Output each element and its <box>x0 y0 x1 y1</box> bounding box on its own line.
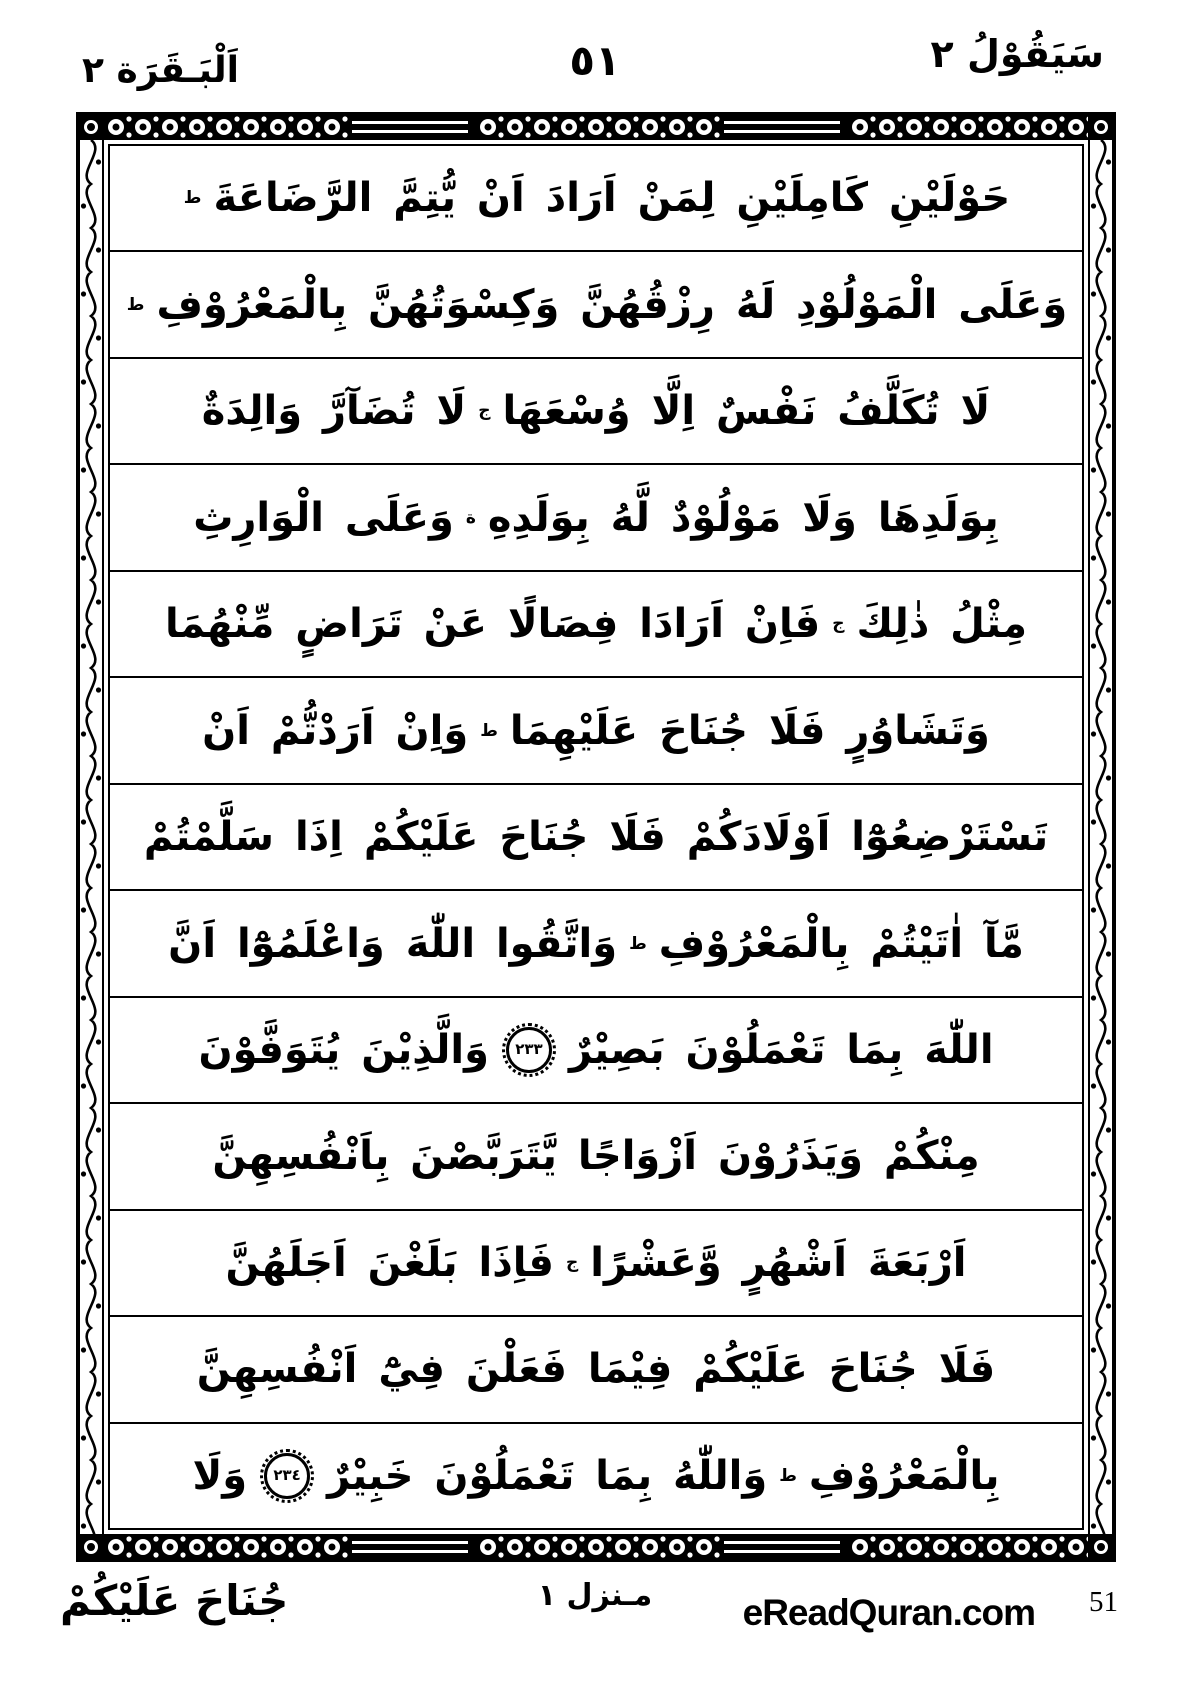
waqf-mark: ج <box>478 401 491 422</box>
quran-text-segment: بِوَلَدِهَا وَلَا مَوْلُوْدٌ لَّهُ بِوَلَدِهِ <box>487 494 999 541</box>
quran-text-segment: وَاتَّقُوا اللّٰهَ وَاعْلَمُوْٓا اَنَّ <box>168 920 618 967</box>
vine-ornament <box>78 140 104 1534</box>
waqf-mark: ة <box>465 507 476 528</box>
frame-corner-ornament <box>78 114 104 140</box>
quran-line <box>110 891 1082 997</box>
waqf-mark: ط <box>629 933 647 954</box>
catchword: جُنَاحَ عَلَيْكُمْ <box>60 1576 289 1625</box>
surah-title: اَلْبَـقَرَة ٢ <box>82 50 239 91</box>
frame-right-band <box>1088 140 1114 1534</box>
waqf-mark: ط <box>480 720 498 741</box>
page-frame <box>76 112 1116 1562</box>
quran-text-segment: فَاِذَا بَلَغْنَ اَجَلَهُنَّ <box>225 1239 554 1286</box>
quran-line <box>110 1104 1082 1210</box>
quran-line <box>110 1317 1082 1423</box>
frame-left-band <box>78 140 104 1534</box>
quran-text-segment: تَسْتَرْضِعُوْٓا اَوْلَادَكُمْ فَلَا جُنَاحَ عَلَيْكُمْ اِذَا سَلَّمْتُمْ <box>143 814 1049 861</box>
quran-line <box>110 998 1082 1104</box>
quran-line <box>110 785 1082 891</box>
branding-text: eReadQuran.com <box>742 1592 1035 1633</box>
quran-line <box>110 252 1082 358</box>
quran-text-block <box>108 144 1084 1530</box>
waqf-mark: ط <box>779 1465 797 1486</box>
ayah-end-medallion: ٢٣٤ <box>264 1453 310 1499</box>
quran-text-segment: اللّٰهَ بِمَا تَعْمَلُوْنَ بَصِيْرٌ <box>568 1026 994 1073</box>
quran-text-segment: وَعَلَى الْمَوْلُوْدِ لَهُ رِزْقُهُنَّ وَكِسْوَتُهُنَّ بِالْمَعْرُوْفِ <box>156 281 1068 328</box>
frame-corner-ornament <box>78 1534 104 1560</box>
frame-bottom-band <box>104 1534 1088 1560</box>
quran-line <box>110 465 1082 571</box>
quran-text-segment: فَلَا جُنَاحَ عَلَيْكُمْ فِيْمَا فَعَلْنَ فِيْٓ اَنْفُسِهِنَّ <box>196 1346 996 1393</box>
quran-text-segment: وَاللّٰهُ بِمَا تَعْمَلُوْنَ خَبِيْرٌ <box>327 1452 768 1499</box>
quran-text-segment: لَا تُكَلَّفُ نَفْسٌ اِلَّا وُسْعَهَا <box>502 388 991 435</box>
quran-line <box>110 146 1082 252</box>
quran-text-segment: اَرْبَعَةَ اَشْهُرٍ وَّعَشْرًا <box>590 1239 967 1286</box>
frame-corner-ornament <box>1088 114 1114 140</box>
vine-ornament <box>1088 140 1114 1534</box>
juz-title: سَيَقُوْلُ ٢ <box>930 32 1104 76</box>
waqf-mark: ط <box>183 188 202 209</box>
quran-line <box>110 1424 1082 1528</box>
page-number-arabic: ٥١ <box>569 36 621 85</box>
scrollwork-ornament <box>104 114 1088 140</box>
frame-corner-ornament <box>1088 1534 1114 1560</box>
quran-text-segment: وَلَا <box>192 1452 248 1499</box>
quran-text-segment: وَالَّذِيْنَ يُتَوَفَّوْنَ <box>198 1026 489 1073</box>
page-number-latin: 51 <box>1089 1586 1118 1618</box>
quran-text-segment: وَعَلَى الْوَارِثِ <box>193 494 454 541</box>
quran-text-segment: وَتَشَاوُرٍ فَلَا جُنَاحَ عَلَيْهِمَا <box>509 707 990 754</box>
waqf-mark: ج <box>565 1252 579 1273</box>
quran-line <box>110 1211 1082 1317</box>
quran-text-segment: بِالْمَعْرُوْفِ <box>808 1452 1000 1499</box>
quran-text-segment: مَّآ اٰتَيْتُمْ بِالْمَعْرُوْفِ <box>658 920 1024 967</box>
scrollwork-ornament <box>104 1534 1088 1560</box>
quran-text-segment: وَاِنْ اَرَدْتُّمْ اَنْ <box>202 707 469 754</box>
quran-line <box>110 572 1082 678</box>
quran-text-segment: مِثْلُ ذٰلِكَ <box>856 601 1027 648</box>
waqf-mark: ج <box>832 614 845 635</box>
quran-text-segment: فَاِنْ اَرَادَا فِصَالًا عَنْ تَرَاضٍ مِّنْهُمَا <box>165 601 821 648</box>
ayah-end-medallion: ٢٣٣ <box>506 1027 552 1073</box>
frame-top-band <box>104 114 1088 140</box>
quran-text-segment: مِنْكُمْ وَيَذَرُوْنَ اَزْوَاجًا يَّتَرَبَّصْنَ بِاَنْفُسِهِنَّ <box>212 1133 980 1180</box>
quran-text-segment: حَوْلَيْنِ كَامِلَيْنِ لِمَنْ اَرَادَ اَنْ يُّتِمَّ الرَّضَاعَةَ <box>213 175 1011 222</box>
quran-line <box>110 359 1082 465</box>
waqf-mark: ط <box>126 294 145 315</box>
quran-text-segment: لَا تُضَآرَّ وَالِدَةٌ <box>201 388 467 435</box>
quran-line <box>110 678 1082 784</box>
manzil-label: مـنزل ١ <box>537 1578 653 1613</box>
